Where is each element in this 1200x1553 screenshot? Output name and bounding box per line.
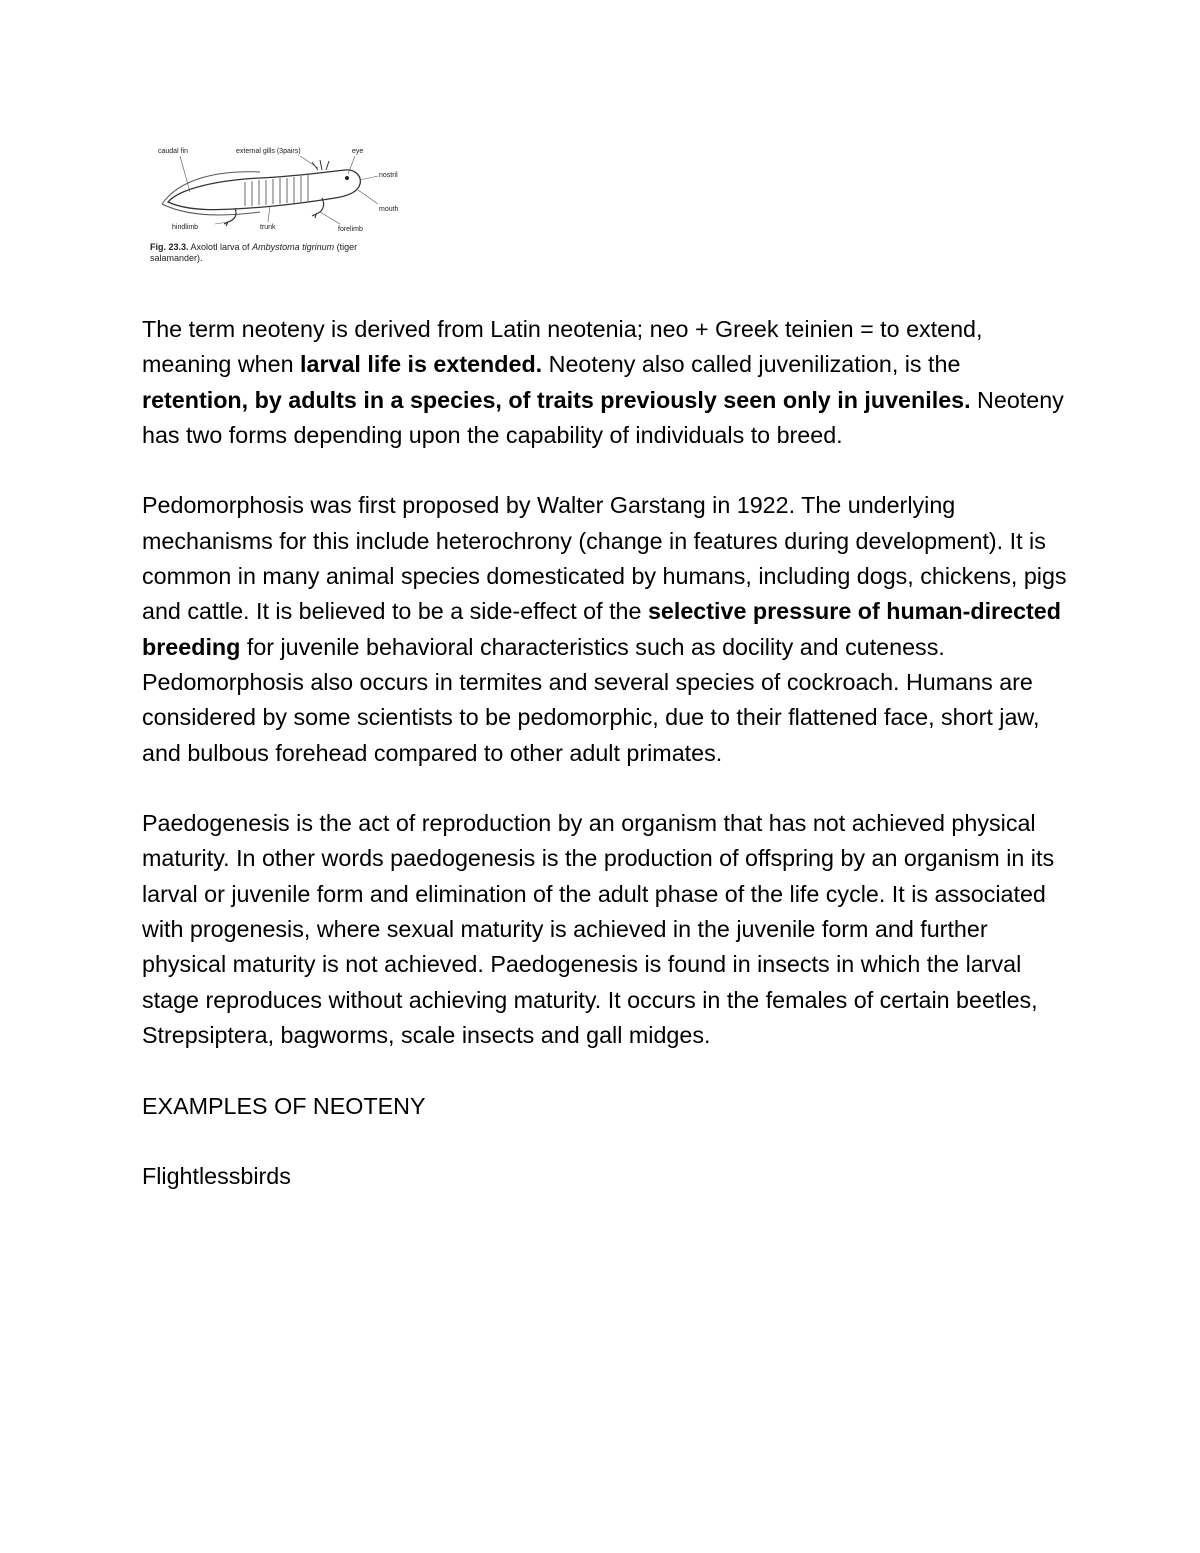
label-eye: eye (352, 148, 364, 155)
p1-text-1: The term neoteny is derived from Latin neotenia; neo + Greek teinien = to extend, meaning when (142, 316, 983, 378)
caption-suffix: (tiger salamander). (150, 242, 358, 263)
p2-text-2: for juvenile behavioral characteristics such as docility and cuteness. Pedomorphosis also occurs in termites and several species of cockroach. Humans are considered by some scientists to be pedomorphic, due to their flattened face, short jaw, and bulbous forehead compared to other adult primates. (142, 633, 1040, 766)
label-external-gills: external gills (3pairs) (236, 148, 301, 155)
label-hindlimb: hindlimb (172, 224, 199, 231)
document-body (142, 312, 1072, 1230)
label-nostril: nostril (379, 172, 398, 179)
p2-bold-1: selective pressure of human-directed breeding (142, 598, 1061, 660)
figure-caption (150, 242, 400, 264)
p1-text-3: Neoteny has two forms depending upon the capability of individuals to breed. (142, 386, 1064, 448)
p2-text-1: Pedomorphosis was first proposed by Walter Garstang in 1922. The underlying mechanisms for this include heterochrony (change in features during development). It is common in many animal species domesticated by humans, including dogs, chickens, pigs and cattle. It is believed to be a side-effect of the (142, 492, 1067, 625)
paragraph-pedomorphosis (142, 488, 1072, 770)
caption-text: Axolotl larva of (190, 242, 253, 252)
subheading-flightless-birds: Flightlessbirds (142, 1163, 291, 1190)
label-trunk: trunk (260, 224, 276, 231)
label-mouth: mouth (379, 206, 399, 213)
axolotl-figure (150, 140, 400, 270)
paragraph-paedogenesis: Paedogenesis is the act of reproduction by an organism that has not achieved physical maturity. In other words paedogenesis is the production of offspring by an organism in its larval or juvenile form and elimination of the adult phase of the life cycle. It is associated with progenesis, where sexual maturity is achieved in the juvenile form and further physical maturity is not achieved. Paedogenesis is found in insects in which the larval stage reproduces without achieving maturity. It occurs in the females of certain beetles, Strepsiptera, bagworms, scale insects and gall midges. (142, 810, 1055, 1048)
p1-text-2: Neoteny also called juvenilization, is the (542, 351, 961, 378)
label-forelimb: forelimb (338, 226, 363, 233)
paragraph-neoteny (142, 312, 1072, 453)
p1-bold-2: retention, by adults in a species, of traits previously seen only in juveniles. (142, 386, 971, 413)
heading-examples: EXAMPLES OF NEOTENY (142, 1092, 426, 1119)
p1-bold-1: larval life is extended. (300, 351, 543, 378)
label-caudal-fin: caudal fin (158, 148, 188, 155)
caption-species: Ambystoma tigrinum (252, 242, 335, 252)
caption-number: Fig. 23.3. (150, 242, 189, 252)
